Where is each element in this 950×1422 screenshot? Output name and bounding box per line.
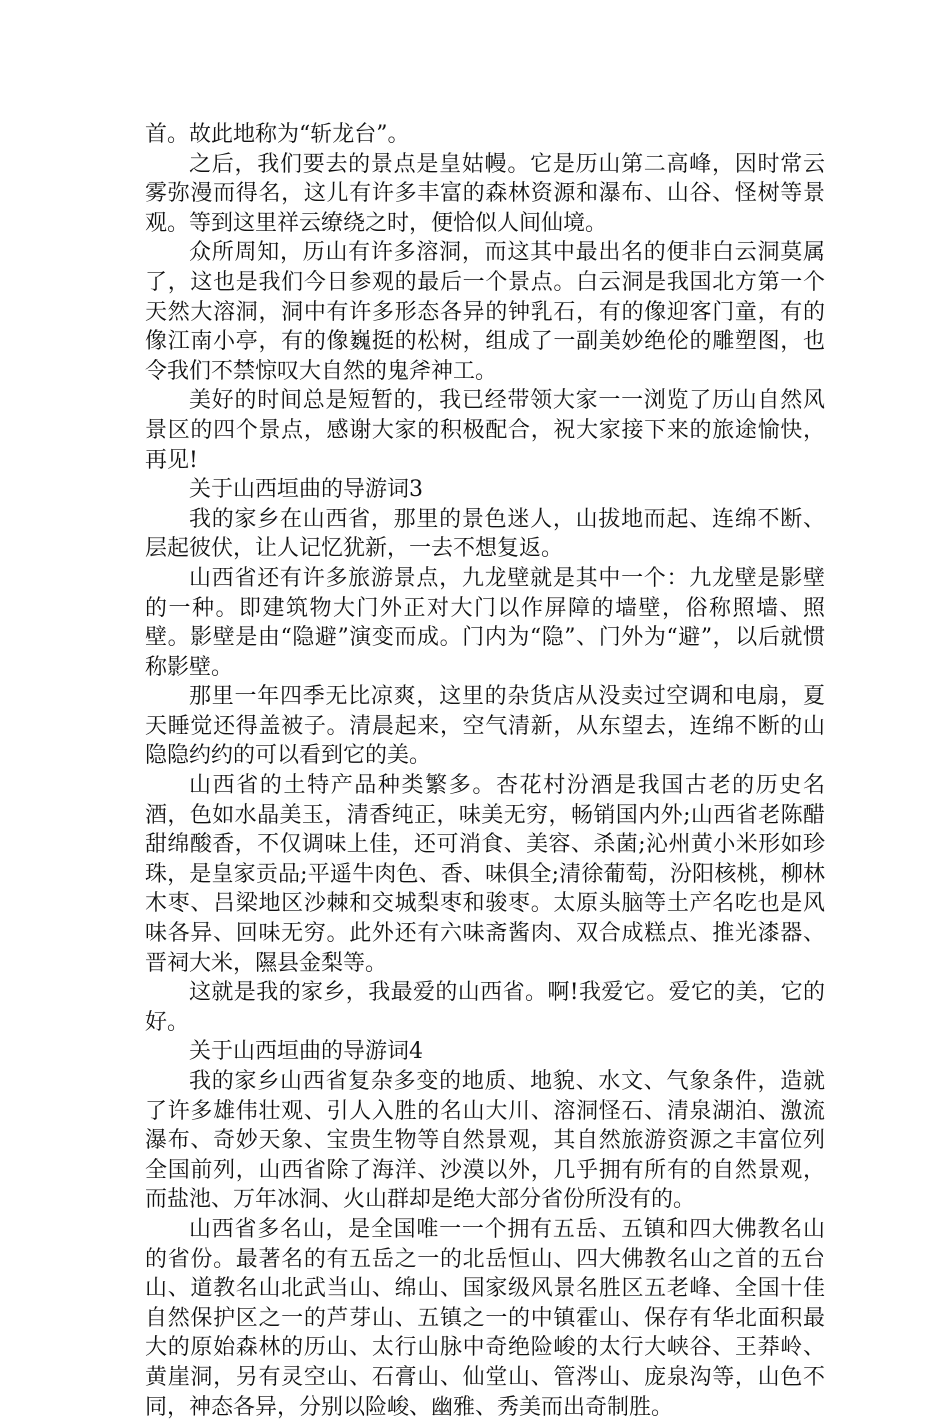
- paragraph: 山西省还有许多旅游景点，九龙壁就是其中一个：九龙壁是影壁的一种。即建筑物大门外正对大门以作屏障的墙壁，俗称照墙、照壁。影壁是由“隐避”演变而成。门内为“隐”、门外为“避”，以后就惯称影壁。: [145, 565, 825, 680]
- paragraph: 那里一年四季无比凉爽，这里的杂货店从没卖过空调和电扇，夏天睡觉还得盖被子。清晨起来，空气清新，从东望去，连绵不断的山隐隐约约的可以看到它的美。: [145, 684, 825, 769]
- paragraph: 这就是我的家乡，我最爱的山西省。啊!我爱它。爱它的美，它的好。: [145, 980, 825, 1035]
- section-heading: 关于山西垣曲的导游词3: [189, 477, 423, 503]
- paragraph: 美好的时间总是短暂的，我已经带领大家一一浏览了历山自然风景区的四个景点，感谢大家的积极配合，祝大家接下来的旅途愉快，再见!: [145, 388, 825, 473]
- paragraph: 之后，我们要去的景点是皇姑幔。它是历山第二高峰，因时常云雾弥漫而得名，这儿有许多丰富的森林资源和瀑布、山谷、怪树等景观。等到这里祥云缭绕之时，便恰似人间仙境。: [145, 151, 825, 236]
- document-page: [145, 120, 825, 1422]
- paragraph: 我的家乡在山西省，那里的景色迷人，山拔地而起、连绵不断、层起彼伏，让人记忆犹新，一去不想复返。: [145, 506, 825, 562]
- paragraph: 山西省的土特产品种类繁多。杏花村汾酒是我国古老的历史名酒，色如水晶美玉，清香纯正，味美无穷，畅销国内外;山西省老陈醋甜绵酸香，不仅调味上佳，还可消食、美容、杀菌;沁州黄小米形如珍珠，是皇家贡品;平遥牛肉色、香、味俱全;清徐葡萄，汾阳核桃，柳林木枣、吕梁地区沙棘和交城梨枣和骏枣。太原头脑等土产名吃也是风味各异、回味无穷。此外还有六味斋酱肉、双合成糕点、推光漆器、晋祠大米，隰县金梨等。: [145, 773, 825, 976]
- section-heading: 关于山西垣曲的导游词4: [189, 1039, 423, 1065]
- paragraph: 首。故此地称为“斩龙台”。: [145, 122, 410, 147]
- paragraph: 众所周知，历山有许多溶洞，而这其中最出名的便非白云洞莫属了，这也是我们今日参观的最后一个景点。白云洞是我国北方第一个天然大溶洞，洞中有许多形态各异的钟乳石，有的像迎客门童，有的像江南小亭，有的像巍挺的松树，组成了一副美妙绝伦的雕塑图，也令我们不禁惊叹大自然的鬼斧神工。: [145, 240, 825, 384]
- paragraph: 山西省多名山，是全国唯一一个拥有五岳、五镇和四大佛教名山的省份。最著名的有五岳之一的北岳恒山、四大佛教名山之首的五台山、道教名山北武当山、绵山、国家级风景名胜区五老峰、全国十佳自然保护区之一的芦芽山、五镇之一的中镇霍山、保存有华北面积最大的原始森林的历山、太行山脉中奇绝险峻的太行大峡谷、王莽岭、黄崖洞，另有灵空山、石膏山、仙堂山、管涔山、庞泉沟等，山色不同，神态各异，分别以险峻、幽雅、秀美而出奇制胜。: [145, 1216, 825, 1420]
- paragraph: 我的家乡山西省复杂多变的地质、地貌、水文、气象条件，造就了许多雄伟壮观、引人入胜的名山大川、溶洞怪石、清泉湖泊、激流瀑布、奇妙天象、宝贵生物等自然景观，其自然旅游资源之丰富位列全国前列，山西省除了海洋、沙漠以外，几乎拥有所有的自然景观，而盐池、万年冰洞、火山群却是绝大部分省份所没有的。: [145, 1069, 825, 1213]
